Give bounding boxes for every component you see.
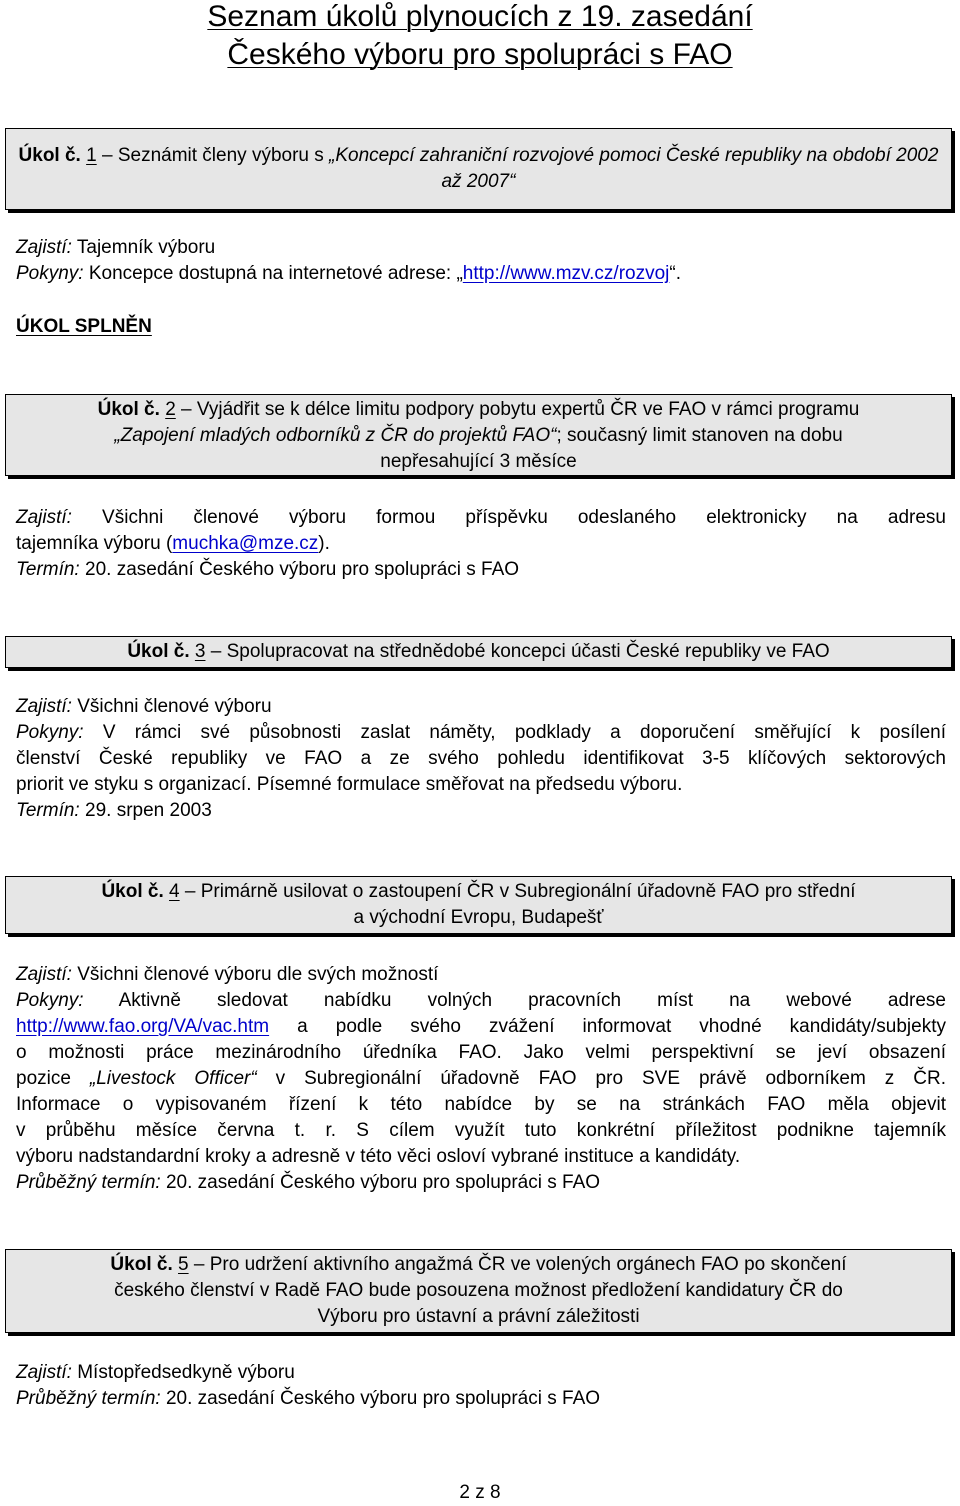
task-4-ensures: Zajistí: Všichni členové výboru dle svých možností [16,964,439,985]
task-4-fao-link[interactable]: http://www.fao.org/VA/vac.htm [16,1016,270,1037]
task-1-notes: Pokyny: Koncepce dostupná na internetové adrese: „http://www.mzv.cz/rozvoj“. [16,263,681,284]
task-5-label: Úkol č. [110,1254,173,1275]
task-5-number: 5 [178,1254,189,1275]
task-3-number: 3 [194,641,206,662]
task-1-heading [5,128,952,210]
task-4-heading: Úkol č. 4 – Primárně usilovat o zastoupení ČR v Subregionální úřadovně FAO pro střední a východní Evropu, Budapešť [5,876,952,934]
task-2-deadline: Termín: 20. zasedání Českého výboru pro spolupráci s FAO [16,559,520,580]
task-3-label: Úkol č. [127,641,190,662]
task-3-body: Zajistí: Všichni členové výboru Pokyny: V rámci své působnosti zaslat náměty, podklady a doporučení směřující k posílení členství České republiky ve FAO a ze svého pohledu identifikovat 3-5 klíčových sektorových priorit ve styku s organizací. Písemné formulace směřovat na předsedu výboru. Termín: 29. srpen 2003 [16,694,946,824]
task-5-deadline: Průběžný termín: 20. zasedání Českého výboru pro spolupráci s FAO [16,1388,601,1409]
task-1-link[interactable]: http://www.mzv.cz/rozvoj [462,263,670,284]
task-3-deadline: Termín: 29. srpen 2003 [16,800,212,821]
task-4-label: Úkol č. [101,881,164,902]
page-number: 2 z 8 [459,1482,501,1503]
task-1-label: Úkol č. [18,145,81,166]
task-3-ensures: Zajistí: Všichni členové výboru [16,696,272,717]
task-5-heading: Úkol č. 5 – Pro udržení aktivního angažmá ČR ve volených orgánech FAO po skončení českého členství v Radě FAO bude posouzena možnost předložení kandidatury ČR do Výboru pro ústavní a právní záležitosti [5,1249,952,1333]
task-1-body [16,235,946,287]
task-2-label: Úkol č. [97,399,160,420]
task-4-deadline: Průběžný termín: 20. zasedání Českého výboru pro spolupráci s FAO [16,1172,601,1193]
task-1-title-em: „Koncepcí zahraniční rozvojové pomoci České republiky na období 2002 až 2007“ [329,145,939,192]
task-1-ensures: Zajistí: Tajemník výboru [16,237,216,258]
task-3-notes: Pokyny: V rámci své působnosti zaslat náměty, podklady a doporučení směřující k posílení [16,722,946,743]
task-5-body [16,1360,946,1412]
task-2-number: 2 [165,399,176,420]
title-line-1: Seznam úkolů plynoucích z 19. zasedání [207,0,753,33]
task-3-heading: Úkol č. 3 – Spolupracovat na střednědobé koncepci účasti České republiky ve FAO [5,636,952,668]
page-title [0,0,960,74]
task-2-heading: Úkol č. 2 – Vyjádřit se k délce limitu podpory pobytu expertů ČR ve FAO v rámci programu „Zapojení mladých odborníků z ČR do projektů FAO“; současný limit stanoven na dobu nepřesahující 3 měsíce [5,394,952,476]
task-1-heading-text: Úkol č. 1 – Seznámit členy výboru s „Koncepcí zahraniční rozvojové pomoci České republiky na období 2002 až 2007“ [18,145,939,192]
title-line-2: Českého výboru pro spolupráci s FAO [227,38,733,71]
task-2-ensures: Zajistí: Všichni členové výboru formou příspěvku odeslaného elektronicky na adresu [16,507,946,528]
task-4-number: 4 [169,881,180,902]
task-4-body: Zajistí: Všichni členové výboru dle svých možností Pokyny: Aktivně sledovat nabídku volných pracovních míst na webové adrese http://www.fao.org/VA/vac.htm a podle svého zvážení informovat vhodné kandidáty/subjekty o možnosti práce mezinárodního úředníka FAO. Jako velmi perspektivní se jeví obsazení pozice „Livestock Officer“ v Subregionální úřadovně FAO pro SVE právě odborníkem z ČR. Informace o vypisovaném řízení k této nabídce by se na stránkách FAO měla objevit v průběhu měsíce června t. r. S cílem využít tuto konkrétní příležitost podnikne tajemník výboru nadstandardní kroky a adresně v této věci osloví vybrané instituce a kandidáty. Průběžný termín: 20. zasedání Českého výboru pro spolupráci s FAO [16,962,946,1196]
task-1-number: 1 [86,145,97,166]
task-1-status: ÚKOL SPLNĚN [16,316,152,337]
task-4-notes: Pokyny: Aktivně sledovat nabídku volných pracovních míst na webové adrese [16,990,946,1011]
task-2-body: Zajistí: Všichni členové výboru formou příspěvku odeslaného elektronicky na adresu tajemníka výboru (muchka@mze.cz). Termín: 20. zasedání Českého výboru pro spolupráci s FAO [16,505,946,583]
task-5-ensures: Zajistí: Místopředsedkyně výboru [16,1362,295,1383]
task-2-title-em: „Zapojení mladých odborníků z ČR do projektů FAO“ [114,425,557,446]
task-2-email-link[interactable]: muchka@mze.cz [172,533,319,554]
